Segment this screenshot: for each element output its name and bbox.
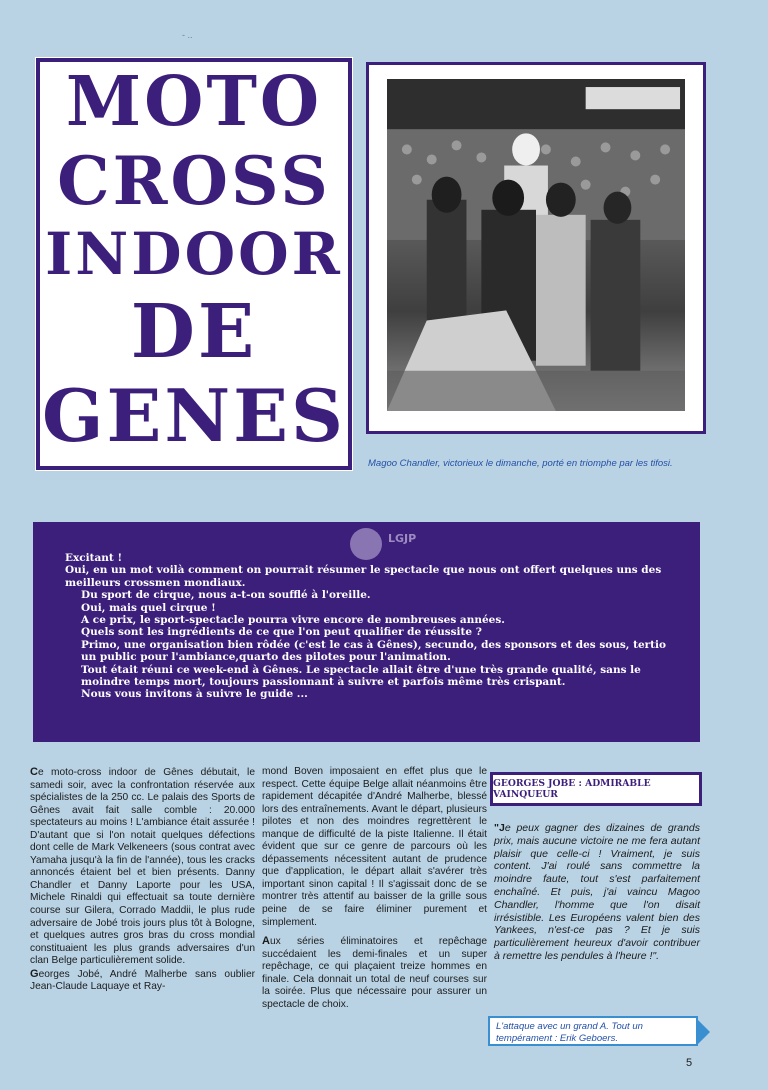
caption-arrow-icon [698,1020,710,1044]
col1-p1-cap: C [30,766,38,778]
top-marks: - .. [182,30,193,40]
col1-p1-text: e moto-cross indoor de Gênes débutait, le samedi soir, avec la confrontation réservée aux spécialistes de la 250 cc. Le palais des Sports de Gênes avait fait salle comble : 20.000 spectateurs au moins ! L'ambiance était assurée ! D'autant que si l'on notait quelques défections dont celle de Mark Velkeneers (sous contrat avec Yamaha jusqu'à la fin de l'année), tous les cracks annoncés étaient bel et bien présents. Danny Chandler et Danny Laporte pour les USA, Michele Rinaldi qui effectuait sa toute dernière course sur Gilera, Corrado Maddii, le plus rude adversaire de Jobé trois jours plus tôt à Bologne, et quelques autres gros bras du cross mondial constituaient les plus grands adversaires d'un clan Belge particulièrement solide. [30,767,255,967]
intro-p2: Oui, en un mot voilà comment on pourrait résumer le spectacle que nous ont offert quelques uns des meilleurs crossmen mondiaux. [65,564,662,589]
sidebar-title: GEORGES JOBE : ADMIRABLE VAINQUEUR [490,772,702,806]
title-line-1: MOTO [65,62,323,142]
title-line-4: DE [130,288,258,375]
article-column-1 [30,766,255,994]
intro-p7: Primo, une organisation bien rôdée (c'est le cas à Gênes), secundo, des sponsors et des sous, tertio un public pour l'ambiance,quarto des pilotes pour l'animation. [81,638,667,664]
intro-p3: Du sport de cirque, nous a-t-on soufflé à l'oreille. [81,589,371,602]
bottom-caption: L'attaque avec un grand A. Tout un tempérament : Erik Geboers. [488,1016,698,1046]
lgjp-logo [348,524,418,564]
title-line-3: INDOOR [45,220,343,288]
col2-p2-text: ux séries éliminatoires et repêchage succédaient les demi-finales et un super repêchage, ce qui plaçaient treize hommes en finale. Cela donnait un total de neuf courses sur la soirée. Plus que nécessaire pour assurer un spectacle de choix. [262,936,487,1010]
col2-p2-cap: A [262,935,270,948]
col2-p2 [262,935,487,1011]
intro-p4: Oui, mais quel cirque ! [81,601,216,614]
article-column-2 [262,766,487,1011]
col1-p1 [30,766,255,968]
sidebar-quote [494,822,700,963]
photo-caption: Magoo Chandler, victorieux le dimanche, porté en triomphe par les tifosi. [368,458,673,469]
intro-p1: Excitant ! [65,552,123,564]
logo-text: LGJP [388,532,417,545]
photo-frame [366,62,706,434]
title-box [36,58,352,470]
col1-p2-text: eorges Jobé, André Malherbe sans oublier Jean-Claude Laquaye et Ray- [30,968,255,993]
crowd-photo [387,79,685,411]
col1-p2 [30,968,255,994]
photo-image [387,79,685,411]
col2-p1: mond Boven imposaient en effet plus que le respect. Cette équipe Belge allait néanmoins être rapidement décapitée d'André Malherbe, blessé lors des entraînements. Avant le départ, plusieurs pilotes et non des moindres regrettèrent le manque de difficulté de la piste Italienne. Il était évident que sur ce genre de parcours où les dépassements nécessitent autant de prudence que d'application, le départ allait s'avérer très important sinon capital ! Il s'agissait donc de se montrer très attentif au baisser de la grille sous peine de se faire éliminer purement et simplement. [262,766,487,928]
intro-p5: A ce prix, le sport-spectacle pourra vivre encore de nombreuses années. [81,614,505,627]
title-line-5: GENES [41,373,347,458]
quote-text: e peux gagner des dizaines de grands prix, mais aucune victoire ne me fera autant plaisir que celle-ci ! Vraiment, je suis content. J'ai roulé sans commettre la moindre faute, tout s'est parfaitement enchaîné. Et puis, j'ai vaincu Magoo Chandler, l'homme que l'on disait irrésistible. Les Européens valent bien des Yankees, n'est-ce pas ? Et je suis particulièrement heureux d'avoir contribuer à remettre les pendules à l'heure !". [494,822,700,962]
intro-p8: Tout était réuni ce week-end à Gênes. Le spectacle allait être d'une très grande qualité, sans le moindre temps mort, toujours passionnant à suivre et parfois même très crispant. [81,663,641,689]
quote-start: "J [494,822,505,834]
intro-p6: Quels sont les ingrédients de ce que l'on peut qualifier de réussite ? [81,626,482,639]
intro-p9: Nous vous invitons à suivre le guide ... [81,688,308,701]
page-number: 5 [686,1057,693,1069]
col1-p2-cap: G [30,967,39,980]
title-line-2: CROSS [57,141,331,220]
